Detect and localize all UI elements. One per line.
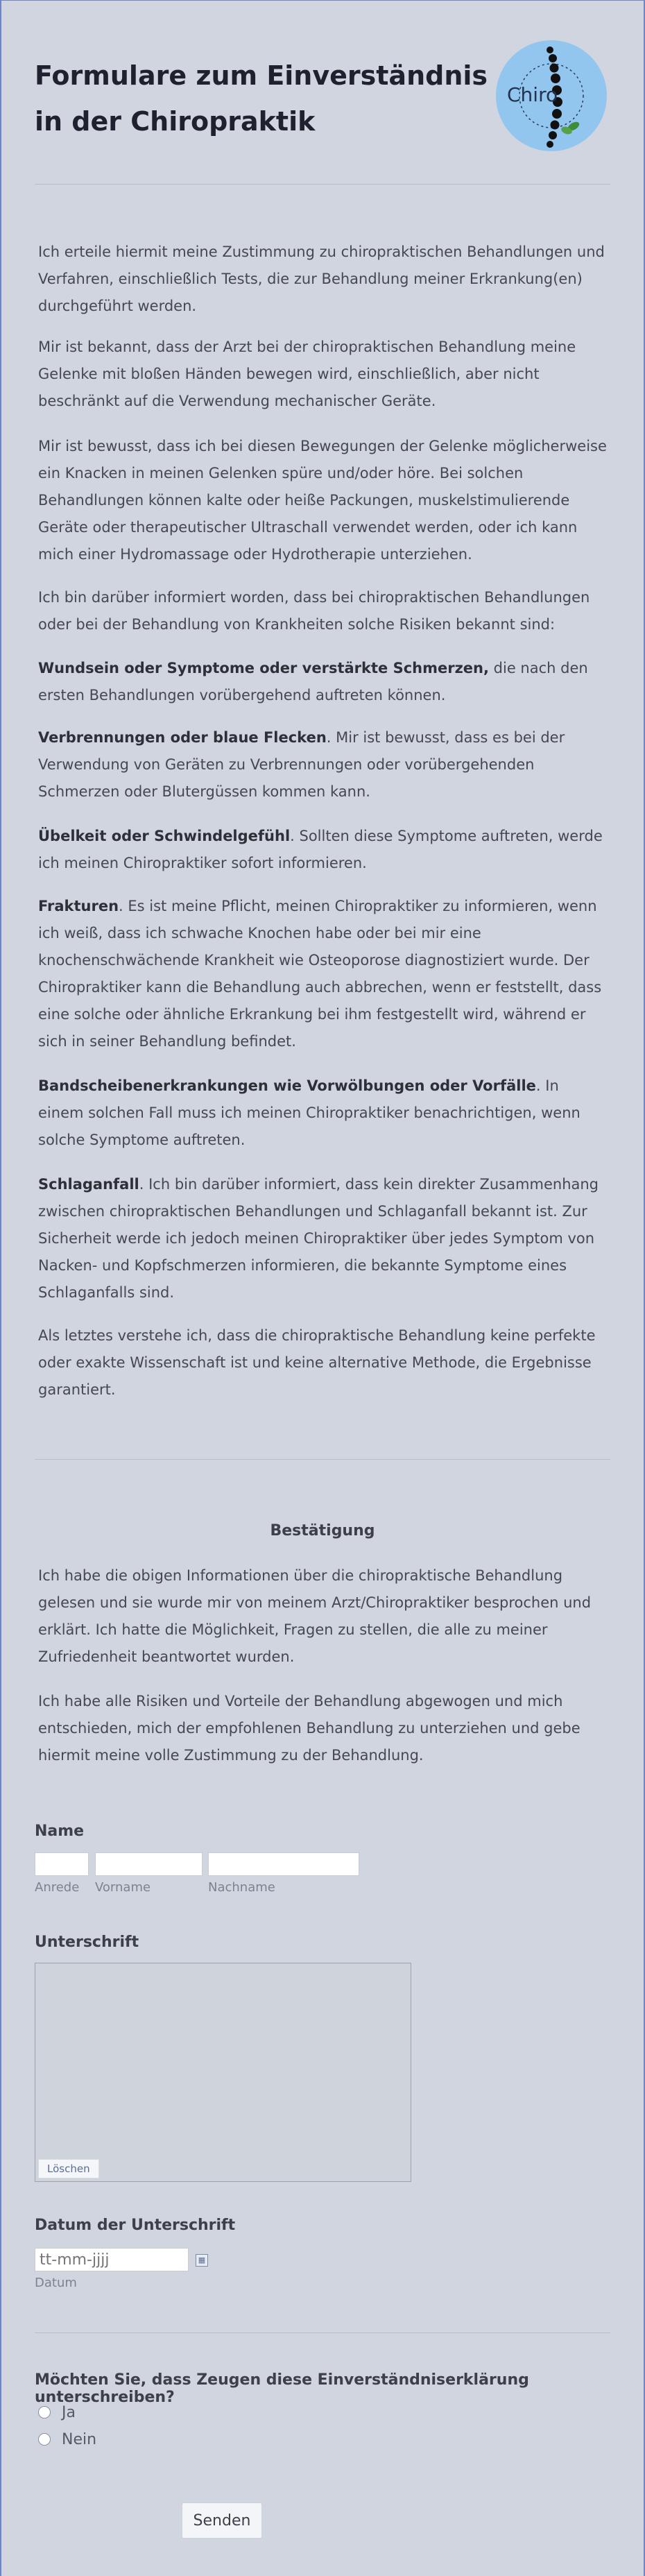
risk-item-soreness bbox=[38, 655, 607, 709]
section-divider bbox=[35, 1459, 610, 1460]
name-label: Name bbox=[35, 1823, 85, 1840]
risk-title: Übelkeit oder Schwindelgefühl bbox=[38, 828, 291, 844]
radio-label-yes: Ja bbox=[62, 2403, 76, 2421]
consent-paragraph-2: Mir ist bekannt, dass der Arzt bei der chiropraktischen Behandlung meine Gelenke mit bloßen Händen bewegen wird, einschließlich, aber nicht beschränkt auf die Verwendung mechanischer Geräte. bbox=[38, 339, 576, 409]
calendar-icon[interactable]: ▦ bbox=[196, 2254, 208, 2267]
confirmation-paragraph-2: Ich habe alle Risiken und Vorteile der Behandlung abgewogen und mich entschieden, mich der empfohlenen Behandlung zu unterziehen und gebe hiermit meine volle Zustimmung zu der Behandlung. bbox=[38, 1693, 580, 1764]
witness-question: Möchten Sie, dass Zeugen diese Einverständniserklärung unterschreiben? bbox=[35, 2371, 529, 2406]
risk-text: . Mir ist bewusst, dass es bei der Verwendung von Geräten zu Verbrennungen oder vorübergehenden Schmerzen oder Blutergüssen kommen kann. bbox=[38, 729, 565, 800]
radio-label-no: Nein bbox=[62, 2430, 97, 2448]
submit-button[interactable]: Senden bbox=[182, 2502, 262, 2539]
form-header bbox=[35, 40, 610, 151]
lastname-sublabel: Nachname bbox=[208, 1880, 275, 1895]
header-divider bbox=[35, 184, 610, 185]
confirmation-paragraph-1: Ich habe die obigen Informationen über die chiropraktische Behandlung gelesen und sie wurde mir von meinem Arzt/Chiropraktiker besprochen und erklärt. Ich hatte die Möglichkeit, Fragen zu stellen, die alle zu meiner Zufriedenheit beantwortet wurden. bbox=[38, 1567, 592, 1665]
witness-option-no[interactable] bbox=[38, 2429, 96, 2450]
risk-item-fractures bbox=[38, 893, 607, 1055]
page-title: Formulare zum Einverständnis in der Chiropraktik bbox=[35, 60, 488, 137]
salutation-input[interactable] bbox=[35, 1852, 89, 1876]
consent-paragraph-1: Ich erteile hiermit meine Zustimmung zu chiropraktischen Behandlungen und Verfahren, einschließlich Tests, die zur Behandlung meiner Erkrankung(en) durchgeführt werden. bbox=[38, 244, 605, 314]
logo-text: Chiro bbox=[507, 83, 558, 106]
confirmation-title: Bestätigung bbox=[270, 1522, 375, 1539]
witness-divider bbox=[35, 2332, 610, 2333]
risk-title: Wundsein oder Symptome oder verstärkte Schmerzen, bbox=[38, 660, 489, 676]
risk-text: . Sollten diese Symptome auftreten, werde ich meinen Chiropraktiker sofort informieren. bbox=[38, 828, 603, 871]
risk-title: Bandscheibenerkrankungen wie Vorwölbungen oder Vorfälle bbox=[38, 1077, 536, 1094]
date-label: Datum der Unterschrift bbox=[35, 2217, 236, 2234]
risk-text: . Es ist meine Pflicht, meinen Chiropraktiker zu informieren, wenn ich weiß, dass ich schwache Knochen habe oder bei mir eine knochenschwächende Krankheit wie Osteoporose diagnostiziert wurde. Der Chiropraktiker kann die Behandlung auch abbrechen, wenn er feststellt, dass eine solche oder ähnliche Erkrankung bei ihm festgestellt wird, während er sich in seiner Behandlung befindet. bbox=[38, 898, 602, 1050]
signature-pad[interactable] bbox=[35, 1963, 411, 2182]
consent-paragraph-3: Mir ist bewusst, dass ich bei diesen Bewegungen der Gelenke möglicherweise ein Knacken in meinen Gelenken spüre und/oder höre. Bei solchen Behandlungen können kalte oder heiße Packungen, muskelstimulierende Geräte oder therapeutischer Ultraschall verwendet werden, oder ich kann mich einer Hydromassage oder Hydrotherapie unterziehen. bbox=[38, 438, 607, 563]
radio-yes[interactable] bbox=[38, 2406, 51, 2419]
consent-paragraph-4: Ich bin darüber informiert worden, dass bei chiropraktischen Behandlungen oder bei der Behandlung von Krankheiten solche Risiken bekannt sind: bbox=[38, 589, 590, 633]
clear-signature-button[interactable]: Löschen bbox=[38, 2159, 99, 2178]
date-sublabel: Datum bbox=[35, 2276, 77, 2290]
witness-option-yes[interactable] bbox=[38, 2402, 76, 2423]
risk-item-discs bbox=[38, 1073, 607, 1154]
risk-text: die nach den ersten Behandlungen vorübergehend auftreten können. bbox=[38, 660, 588, 703]
signature-label: Unterschrift bbox=[35, 1934, 139, 1951]
risk-title: Schlaganfall bbox=[38, 1176, 139, 1193]
risk-text: . Ich bin darüber informiert, dass kein direkter Zusammenhang zwischen chiropraktischen Behandlungen und Schlaganfall bekannt ist. Zur Sicherheit werde ich jedoch meinen Chiropraktiker über jedes Symptom von Nacken- und Kopfschmerzen informieren, die bekannte Symptome eines Schlaganfalls sind. bbox=[38, 1176, 599, 1301]
date-input[interactable] bbox=[35, 2248, 189, 2271]
firstname-input[interactable] bbox=[95, 1852, 203, 1876]
salutation-sublabel: Anrede bbox=[35, 1880, 80, 1895]
risk-title: Frakturen bbox=[38, 898, 119, 914]
risk-text: . In einem solchen Fall muss ich meinen Chiropraktiker benachrichtigen, wenn solche Symptome auftreten. bbox=[38, 1077, 580, 1148]
radio-no[interactable] bbox=[38, 2433, 51, 2446]
spine-leaf-logo-icon bbox=[496, 40, 607, 151]
risk-item-stroke bbox=[38, 1171, 607, 1306]
risk-title: Verbrennungen oder blaue Flecken bbox=[38, 729, 327, 746]
lastname-input[interactable] bbox=[208, 1852, 359, 1876]
risk-item-nausea bbox=[38, 823, 607, 877]
firstname-sublabel: Vorname bbox=[95, 1880, 151, 1895]
risk-item-burns bbox=[38, 724, 607, 805]
consent-paragraph-last: Als letztes verstehe ich, dass die chiropraktische Behandlung keine perfekte oder exakte Wissenschaft ist und keine alternative Methode, die Ergebnisse garantiert. bbox=[38, 1327, 596, 1398]
